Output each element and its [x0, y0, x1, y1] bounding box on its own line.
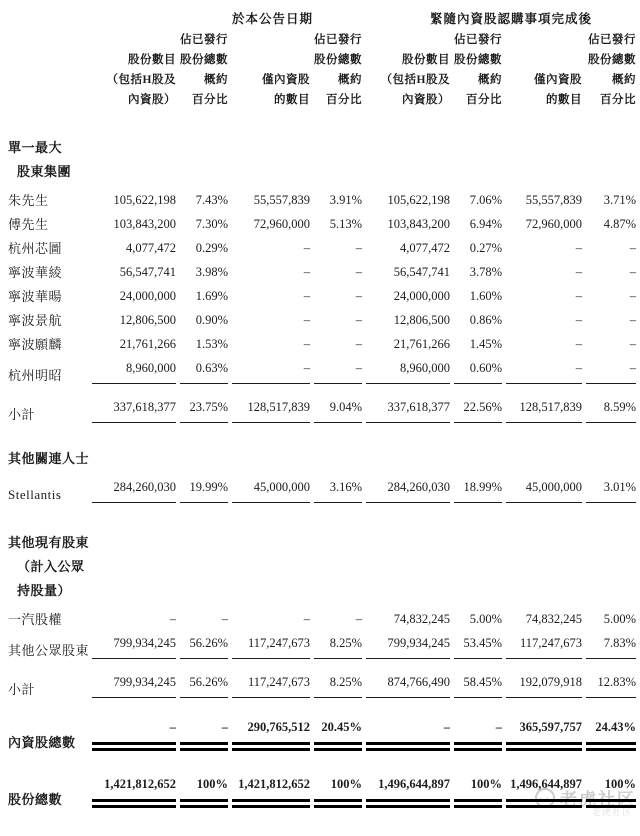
- header-spacer: [92, 30, 176, 50]
- column-header: 概約: [204, 74, 228, 86]
- cell-value: –: [303, 289, 310, 303]
- header-spacer: [8, 50, 88, 70]
- cell-value: 7.83%: [586, 628, 636, 659]
- cell-value: –: [506, 353, 582, 384]
- column-header: 股份總數: [454, 54, 503, 66]
- cell-value: 8,960,000: [366, 353, 450, 384]
- column-header: 概約: [338, 74, 363, 86]
- cell-value: 3.01%: [586, 472, 636, 503]
- cell-value: 284,260,030: [92, 472, 176, 503]
- group-header-row: [8, 4, 636, 30]
- cell-value: 0.90%: [195, 313, 228, 327]
- cell-value: 12,806,500: [119, 313, 176, 327]
- group-header-after: 緊隨內資股認購事項完成後: [430, 12, 593, 26]
- cell-value: 290,765,512: [232, 698, 310, 751]
- table-row: [8, 384, 636, 423]
- section-row: [8, 503, 636, 604]
- row-label: 股份總數: [8, 792, 63, 807]
- column-header: 佔已發行: [588, 34, 637, 46]
- row-label: 杭州芯圖: [8, 241, 63, 256]
- cell-value: 799,934,245: [366, 628, 450, 659]
- cell-value: 4,077,472: [126, 241, 176, 255]
- section-row: [8, 423, 636, 472]
- cell-value: 72,960,000: [525, 217, 583, 231]
- cell-value: 0.60%: [454, 353, 502, 384]
- cell-value: 3.78%: [469, 265, 503, 279]
- cell-value: 128,517,839: [506, 384, 582, 423]
- cell-value: 8.25%: [314, 659, 362, 698]
- column-header: 的數目: [274, 94, 310, 106]
- section-label: [8, 503, 636, 604]
- cell-value: –: [303, 313, 310, 327]
- cell-value: –: [92, 698, 176, 751]
- cell-value: 18.99%: [454, 472, 502, 503]
- table-row: [8, 329, 636, 353]
- cell-value: 9.04%: [314, 384, 362, 423]
- column-header: 概約: [478, 74, 503, 86]
- section-label-line: 股東集團: [17, 164, 72, 179]
- cell-value: 58.45%: [454, 659, 502, 698]
- cell-value: –: [221, 612, 228, 626]
- cell-value: 56.26%: [180, 659, 228, 698]
- cell-value: 1,421,812,652: [92, 751, 176, 808]
- row-label: 杭州明昭: [8, 368, 63, 383]
- column-header: 股份數目: [128, 54, 176, 66]
- cell-value: –: [366, 698, 450, 751]
- cell-value: –: [355, 612, 363, 626]
- header-spacer: [506, 30, 582, 50]
- section-label-line: 其他現有股東: [8, 535, 90, 550]
- row-label: 寧波願麟: [8, 337, 63, 352]
- cell-value: –: [575, 241, 583, 255]
- column-header: 百分比: [600, 94, 637, 106]
- header-line-2: [8, 50, 636, 70]
- table-row: [8, 305, 636, 329]
- shareholding-table: [4, 4, 640, 808]
- cell-value: 24,000,000: [119, 289, 176, 303]
- column-header: 股份總數: [314, 54, 363, 66]
- cell-value: 3.91%: [329, 193, 363, 207]
- cell-value: –: [355, 313, 363, 327]
- row-label: 小計: [8, 407, 36, 422]
- cell-value: –: [355, 241, 363, 255]
- table-row: [8, 659, 636, 698]
- cell-value: 0.29%: [195, 241, 228, 255]
- cell-value: –: [454, 698, 502, 751]
- cell-value: –: [355, 337, 363, 351]
- cell-value: 1,421,812,652: [232, 751, 310, 808]
- header-line-3: [8, 70, 636, 90]
- cell-value: –: [355, 289, 363, 303]
- cell-value: 19.99%: [180, 472, 228, 503]
- row-label: 寧波華綾: [8, 265, 63, 280]
- cell-value: 20.45%: [314, 698, 362, 751]
- column-header: 百分比: [326, 94, 363, 106]
- table-row: [8, 751, 636, 808]
- cell-value: 5.00%: [603, 612, 637, 626]
- cell-value: 284,260,030: [366, 472, 450, 503]
- cell-value: 105,622,198: [113, 193, 176, 207]
- row-label: 其他公眾股東: [8, 643, 90, 658]
- cell-value: 117,247,673: [232, 659, 310, 698]
- cell-value: 1.69%: [195, 289, 228, 303]
- column-header: 佔已發行: [454, 34, 503, 46]
- header-spacer: [232, 30, 310, 50]
- cell-value: 1.53%: [195, 337, 228, 351]
- cell-value: 21,761,266: [119, 337, 176, 351]
- cell-value: 8.59%: [586, 384, 636, 423]
- section-label: [8, 110, 636, 185]
- cell-value: 100%: [314, 751, 362, 808]
- cell-value: –: [355, 265, 363, 279]
- header-spacer: [8, 90, 88, 110]
- table-row: [8, 628, 636, 659]
- table-row: [8, 185, 636, 209]
- cell-value: 874,766,490: [366, 659, 450, 698]
- cell-value: –: [575, 337, 583, 351]
- cell-value: 8,960,000: [92, 353, 176, 384]
- header-spacer: [8, 30, 88, 50]
- row-label: 一汽股權: [8, 612, 63, 627]
- cell-value: 1,496,644,897: [366, 751, 450, 808]
- cell-value: –: [629, 337, 637, 351]
- cell-value: 103,843,200: [387, 217, 451, 231]
- cell-value: –: [575, 265, 583, 279]
- document-page: [0, 4, 640, 836]
- cell-value: 365,597,757: [506, 698, 582, 751]
- column-header: 股份總數: [588, 54, 637, 66]
- cell-value: –: [629, 289, 637, 303]
- cell-value: 5.00%: [469, 612, 503, 626]
- section-label-line: 單一最大: [8, 140, 63, 155]
- cell-value: 4.87%: [603, 217, 637, 231]
- cell-value: 55,557,839: [253, 193, 310, 207]
- cell-value: 0.86%: [469, 313, 503, 327]
- cell-value: 337,618,377: [92, 384, 176, 423]
- cell-value: –: [586, 353, 636, 384]
- cell-value: 799,934,245: [92, 659, 176, 698]
- cell-value: 8.25%: [314, 628, 362, 659]
- table-row: [8, 698, 636, 751]
- cell-value: 7.43%: [195, 193, 228, 207]
- cell-value: –: [314, 353, 362, 384]
- cell-value: 3.98%: [195, 265, 228, 279]
- cell-value: 4,077,472: [400, 241, 451, 255]
- cell-value: 24.43%: [586, 698, 636, 751]
- cell-value: 1.45%: [469, 337, 503, 351]
- cell-value: –: [629, 265, 637, 279]
- cell-value: 56,547,741: [393, 265, 451, 279]
- table-row: [8, 472, 636, 503]
- table-row: [8, 353, 636, 384]
- cell-value: 192,079,918: [506, 659, 582, 698]
- cell-value: –: [303, 241, 310, 255]
- row-label: 寧波景航: [8, 313, 63, 328]
- section-label: [8, 423, 636, 472]
- cell-value: 100%: [454, 751, 502, 808]
- cell-value: 337,618,377: [366, 384, 450, 423]
- cell-value: 56,547,741: [119, 265, 176, 279]
- cell-value: 24,000,000: [393, 289, 451, 303]
- cell-value: 3.71%: [603, 193, 637, 207]
- cell-value: 799,934,245: [92, 628, 176, 659]
- column-header: 百分比: [192, 94, 228, 106]
- row-label: 寧波華暘: [8, 289, 63, 304]
- row-label: 內資股總數: [8, 735, 76, 750]
- column-header: （包括H股及: [380, 74, 451, 86]
- cell-value: 0.63%: [180, 353, 228, 384]
- table-row: [8, 233, 636, 257]
- cell-value: –: [232, 353, 310, 384]
- cell-value: 100%: [180, 751, 228, 808]
- row-label: Stellantis: [8, 487, 62, 502]
- column-header: （包括H股及: [106, 74, 176, 86]
- cell-value: –: [575, 313, 583, 327]
- header-line-1: [8, 30, 636, 50]
- cell-value: 22.56%: [454, 384, 502, 423]
- cell-value: –: [169, 612, 176, 626]
- table-row: [8, 604, 636, 628]
- header-spacer: [8, 70, 88, 90]
- cell-value: 72,960,000: [253, 217, 310, 231]
- cell-value: 103,843,200: [113, 217, 176, 231]
- section-label-line: （計入公眾: [17, 559, 85, 574]
- cell-value: 128,517,839: [232, 384, 310, 423]
- section-row: [8, 110, 636, 185]
- cell-value: 74,832,245: [393, 612, 451, 626]
- cell-value: 12.83%: [586, 659, 636, 698]
- header-spacer: [506, 50, 582, 70]
- cell-value: –: [629, 241, 637, 255]
- cell-value: 21,761,266: [393, 337, 451, 351]
- header-spacer: [232, 50, 310, 70]
- cell-value: 7.30%: [195, 217, 228, 231]
- column-header: 佔已發行: [314, 34, 363, 46]
- cell-value: 1.60%: [469, 289, 503, 303]
- column-header: 百分比: [466, 94, 503, 106]
- column-header: 的數目: [546, 94, 583, 106]
- header-spacer: [366, 30, 450, 50]
- cell-value: –: [303, 337, 310, 351]
- cell-value: 74,832,245: [525, 612, 583, 626]
- group-header-current: 於本公告日期: [232, 12, 314, 26]
- watermark-brand: 老虎社区: [560, 790, 636, 809]
- watermark-sub: 老虎社区: [591, 807, 632, 817]
- table-row: [8, 281, 636, 305]
- column-header: 股份總數: [180, 54, 228, 66]
- column-header: 佔已發行: [180, 34, 228, 46]
- table-row: [8, 257, 636, 281]
- cell-value: 56.26%: [180, 628, 228, 659]
- row-label: 傅先生: [8, 217, 49, 232]
- column-header: 僅內資股: [262, 74, 310, 86]
- column-header: 內資股）: [402, 94, 451, 106]
- row-label: 小計: [8, 682, 36, 697]
- cell-value: 1,496,644,897: [506, 751, 582, 808]
- table-body: [8, 110, 636, 808]
- column-header: 股份數目: [402, 54, 451, 66]
- cell-value: 45,000,000: [232, 472, 310, 503]
- cell-value: 100%: [586, 751, 636, 808]
- cell-value: –: [303, 265, 310, 279]
- row-label: 朱先生: [8, 193, 49, 208]
- cell-value: 3.16%: [314, 472, 362, 503]
- column-header: 僅內資股: [534, 74, 583, 86]
- cell-value: –: [303, 612, 310, 626]
- cell-value: 6.94%: [469, 217, 503, 231]
- section-label-line: 其他關連人士: [8, 451, 90, 466]
- cell-value: 53.45%: [454, 628, 502, 659]
- cell-value: –: [180, 698, 228, 751]
- table-row: [8, 209, 636, 233]
- cell-value: 55,557,839: [525, 193, 583, 207]
- header-line-4: [8, 90, 636, 110]
- column-header: 內資股）: [128, 94, 176, 106]
- cell-value: –: [575, 289, 583, 303]
- cell-value: –: [629, 313, 637, 327]
- cell-value: 0.27%: [469, 241, 503, 255]
- cell-value: 5.13%: [329, 217, 363, 231]
- cell-value: 117,247,673: [506, 628, 582, 659]
- cell-value: 105,622,198: [387, 193, 451, 207]
- header-spacer: [8, 4, 88, 30]
- table-header: [8, 4, 636, 110]
- cell-value: 7.06%: [469, 193, 503, 207]
- cell-value: 23.75%: [180, 384, 228, 423]
- cell-value: 12,806,500: [393, 313, 451, 327]
- cell-value: 117,247,673: [232, 628, 310, 659]
- section-label-line: 持股量）: [17, 583, 72, 598]
- column-header: 概約: [612, 74, 637, 86]
- cell-value: 45,000,000: [506, 472, 582, 503]
